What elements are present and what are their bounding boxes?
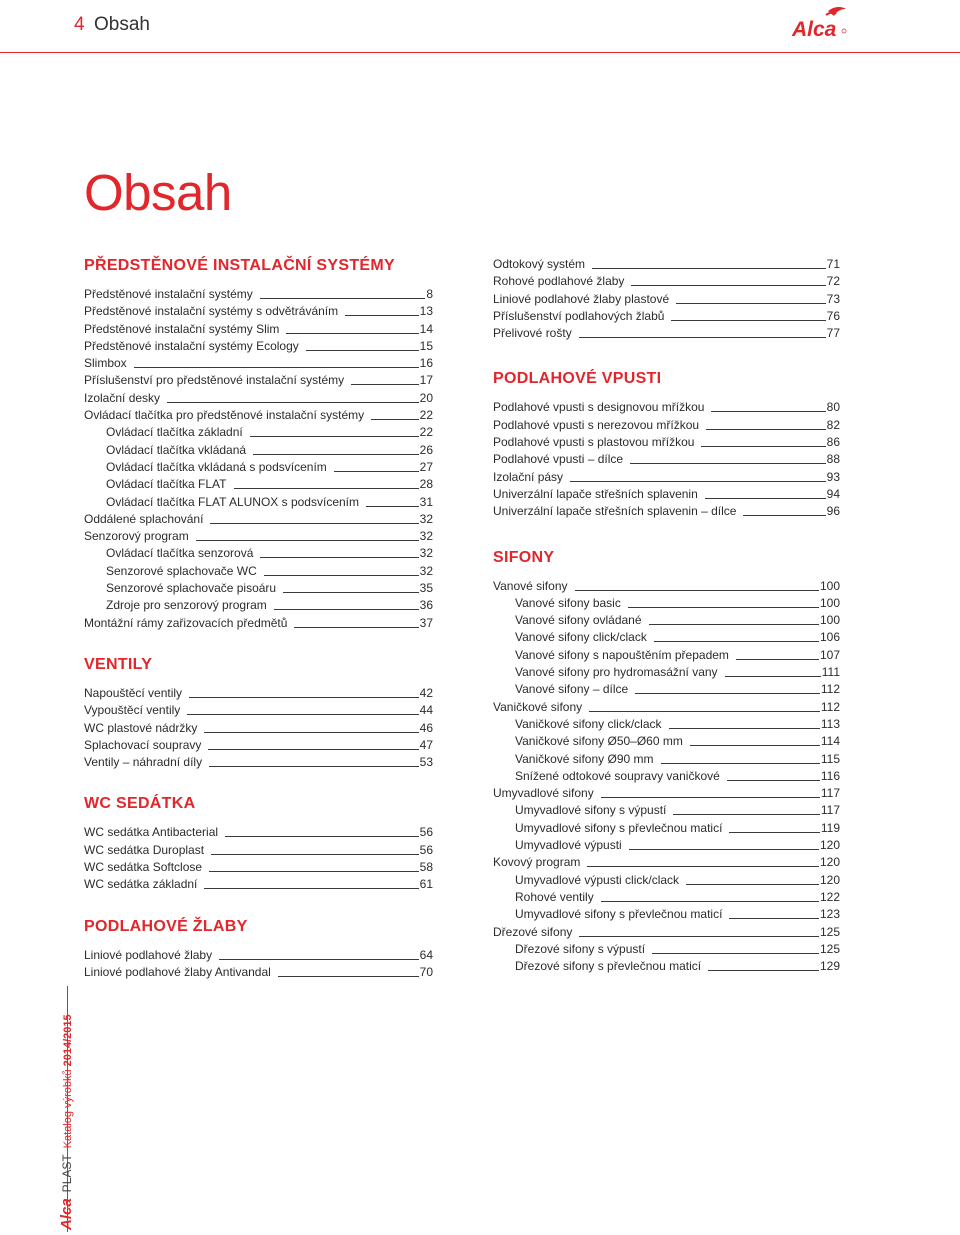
- toc-leader-line: [253, 454, 419, 455]
- toc-entry-title: Vanové sifony – dílce: [515, 682, 629, 697]
- toc-page-number: 35: [419, 581, 433, 596]
- toc-entry-title: Dřezové sifony: [493, 924, 573, 939]
- toc-entry-title: WC sedátka Duroplast: [84, 842, 205, 857]
- section-heading: PŘEDSTĚNOVÉ INSTALAČNÍ SYSTÉMY: [84, 257, 395, 274]
- toc-leader-line: [729, 918, 819, 919]
- toc-page-number: 120: [819, 872, 840, 887]
- toc-page-number: 53: [419, 755, 433, 770]
- toc-entry-title: Senzorové splachovače pisoáru: [106, 581, 277, 596]
- section-heading: PODLAHOVÉ VPUSTI: [493, 370, 662, 388]
- toc-entry[interactable]: [84, 390, 433, 407]
- toc-entry[interactable]: [84, 876, 433, 893]
- toc-entry-title: WC sedátka Antibacterial: [84, 825, 219, 840]
- toc-page-number: 20: [419, 390, 433, 405]
- toc-leader-line: [570, 481, 826, 482]
- section-gap: [493, 342, 840, 366]
- toc-leader-line: [706, 429, 826, 430]
- toc-leader-line: [283, 592, 419, 593]
- toc-entry[interactable]: [493, 503, 840, 520]
- toc-leader-line: [209, 766, 419, 767]
- toc-leader-line: [366, 506, 419, 507]
- toc-page-number: 123: [819, 907, 840, 922]
- toc-entry-title: Univerzální lapače střešních splavenin – dílce: [493, 504, 737, 519]
- toc-leader-line: [208, 749, 418, 750]
- toc-page-number: 32: [419, 563, 433, 578]
- toc-entry-title: Odtokový systém: [493, 257, 586, 271]
- toc-entry-title: Univerzální lapače střešních splavenin: [493, 486, 698, 501]
- toc-entry-title: Umyvadlové sifony s převlečnou maticí: [515, 820, 723, 835]
- toc-entry[interactable]: [84, 685, 433, 702]
- toc-page-number: 119: [820, 820, 840, 835]
- toc-entry[interactable]: [493, 785, 840, 802]
- toc-entry[interactable]: [493, 802, 840, 819]
- toc-leader-line: [278, 976, 419, 977]
- toc-leader-line: [351, 384, 419, 385]
- page-header: [0, 0, 960, 53]
- toc-page-number: 32: [419, 546, 433, 561]
- toc-leader-line: [294, 627, 418, 628]
- toc-entry[interactable]: [84, 494, 433, 511]
- toc-entry-title: Vaničkové sifony Ø90 mm: [515, 751, 654, 766]
- toc-page-number: 77: [826, 326, 840, 341]
- toc-leader-line: [671, 320, 825, 321]
- toc-leader-line: [729, 832, 819, 833]
- toc-leader-line: [260, 298, 426, 299]
- toc-page-number: 113: [820, 716, 840, 731]
- toc-entry-title: Přelivové rošty: [493, 326, 572, 341]
- toc-leader-line: [690, 745, 820, 746]
- toc-leader-line: [628, 607, 819, 608]
- toc-entry-title: Vaničkové sifony: [493, 699, 583, 714]
- toc-leader-line: [630, 463, 826, 464]
- toc-entry-title: Montážní rámy zařizovacích předmětů: [84, 615, 288, 630]
- toc-page-number: 42: [419, 685, 433, 700]
- toc-leader-line: [649, 624, 819, 625]
- toc-entry[interactable]: [84, 720, 433, 737]
- toc-page-number: 22: [419, 425, 433, 440]
- toc-entry-title: Splachovací soupravy: [84, 737, 202, 752]
- toc-entry-title: WC sedátka Softclose: [84, 860, 203, 875]
- toc-leader-line: [631, 285, 825, 286]
- toc-page-number: 73: [826, 291, 840, 306]
- toc-page-number: 93: [826, 469, 840, 484]
- toc-page-number: 100: [819, 595, 840, 610]
- toc-entry[interactable]: [493, 958, 840, 975]
- toc-entry-title: Senzorové splachovače WC: [106, 563, 257, 578]
- toc-page-number: 86: [826, 435, 840, 450]
- toc-entry[interactable]: [84, 424, 433, 441]
- toc-entry-title: Ventily – náhradní díly: [84, 755, 203, 770]
- toc-entry[interactable]: [84, 476, 433, 493]
- toc-page-number: 111: [821, 665, 840, 680]
- toc-page-number: 37: [419, 615, 433, 630]
- toc-leader-line: [209, 871, 419, 872]
- toc-page-number: 44: [419, 703, 433, 718]
- toc-entry[interactable]: [493, 820, 840, 837]
- page-number: 4: [74, 14, 85, 35]
- toc-page-number: 112: [820, 699, 840, 714]
- toc-entry-title: Vanové sifony click/clack: [515, 630, 647, 645]
- toc-leader-line: [654, 641, 819, 642]
- toc-entry-title: Ovládací tlačítka vkládaná s podsvícením: [106, 459, 327, 474]
- toc-entry[interactable]: [493, 417, 840, 434]
- toc-entry[interactable]: [493, 854, 840, 871]
- toc-leader-line: [219, 959, 419, 960]
- toc-leader-line: [635, 693, 820, 694]
- toc-leader-line: [167, 402, 419, 403]
- toc-leader-line: [711, 411, 825, 412]
- toc-page-number: 22: [419, 408, 433, 423]
- toc-entry[interactable]: [84, 459, 433, 476]
- toc-page-number: 129: [819, 959, 840, 974]
- toc-leader-line: [575, 590, 819, 591]
- side-catalog-label: [62, 1014, 74, 1148]
- toc-page-number: 56: [419, 842, 433, 857]
- toc-entry-title: Podlahové vpusti s designovou mřížkou: [493, 400, 705, 415]
- toc-leader-line: [250, 436, 419, 437]
- toc-entry[interactable]: [84, 321, 433, 338]
- toc-leader-line: [225, 836, 419, 837]
- toc-entry-title: Oddálené splachování: [84, 511, 204, 526]
- toc-list: [493, 578, 840, 976]
- toc-entry-title: Ovládací tlačítka pro předstěnové instalační systémy: [84, 408, 365, 423]
- toc-entry-title: Ovládací tlačítka senzorová: [106, 546, 254, 561]
- catalog-text: Katalog výrobků: [62, 1069, 74, 1149]
- toc-leader-line: [187, 714, 418, 715]
- toc-list: [84, 824, 433, 893]
- toc-entry-title: Zdroje pro senzorový program: [106, 598, 267, 613]
- section-heading: SIFONY: [493, 548, 555, 566]
- toc-entry-title: Umyvadlové sifony: [493, 786, 594, 801]
- toc-leader-line: [589, 711, 820, 712]
- toc-leader-line: [708, 970, 819, 971]
- toc-entry[interactable]: [84, 947, 433, 964]
- toc-entry-title: Liniové podlahové žlaby plastové: [493, 291, 670, 306]
- toc-page-number: 94: [826, 486, 840, 501]
- toc-entry[interactable]: [84, 754, 433, 771]
- toc-entry-title: Vaničkové sifony click/clack: [515, 716, 662, 731]
- toc-leader-line: [579, 337, 826, 338]
- toc-leader-line: [306, 350, 419, 351]
- toc-entry[interactable]: [493, 595, 840, 612]
- toc-entry-title: Vanové sifony pro hydromasážní vany: [515, 665, 718, 680]
- toc-entry[interactable]: [84, 442, 433, 459]
- toc-entry[interactable]: [493, 399, 840, 416]
- toc-leader-line: [629, 849, 819, 850]
- toc-leader-line: [345, 315, 419, 316]
- section-heading: VENTILY: [84, 655, 153, 673]
- toc-leader-line: [587, 866, 819, 867]
- toc-entry[interactable]: [493, 291, 840, 308]
- toc-entry-title: Příslušenství podlahových žlabů: [493, 308, 665, 323]
- toc-list: [493, 399, 840, 520]
- toc-leader-line: [743, 515, 825, 516]
- toc-page-number: 16: [419, 356, 433, 371]
- toc-entry[interactable]: [493, 733, 840, 750]
- toc-entry[interactable]: [493, 941, 840, 958]
- toc-leader-line: [211, 854, 419, 855]
- section-heading: WC SEDÁTKA: [84, 795, 196, 813]
- header-title: Obsah: [94, 14, 150, 35]
- toc-entry[interactable]: [84, 702, 433, 719]
- toc-entry[interactable]: [493, 434, 840, 451]
- toc-leader-line: [274, 609, 419, 610]
- toc-entry[interactable]: [493, 629, 840, 646]
- toc-left-column: [84, 253, 433, 981]
- toc-page-number: 46: [419, 720, 433, 735]
- alca-logo: [790, 5, 848, 41]
- toc-page-number: 15: [419, 338, 433, 353]
- toc-page-number: 80: [826, 400, 840, 415]
- toc-page-number: 100: [819, 578, 840, 593]
- toc-entry-title: Podlahové vpusti – dílce: [493, 452, 624, 467]
- toc-entry-title: Podlahové vpusti s nerezovou mřížkou: [493, 417, 700, 432]
- toc-page-number: 120: [819, 838, 840, 853]
- toc-page-number: 61: [419, 877, 433, 892]
- toc-leader-line: [736, 659, 819, 660]
- toc-page-number: 125: [819, 941, 840, 956]
- toc-page-number: 96: [826, 504, 840, 519]
- toc-page-number: 8: [426, 287, 433, 301]
- toc-page-number: 114: [820, 734, 840, 749]
- section-gap: [84, 632, 433, 652]
- toc-page-number: 13: [419, 304, 433, 319]
- toc-page-number: 112: [820, 682, 840, 697]
- catalog-side-band: [58, 1014, 75, 1230]
- toc-entry[interactable]: [84, 737, 433, 754]
- toc-entry[interactable]: [493, 325, 840, 342]
- toc-page-number: 56: [419, 825, 433, 840]
- toc-leader-line: [371, 419, 419, 420]
- toc-entry-title: Liniové podlahové žlaby: [84, 947, 213, 962]
- toc-leader-line: [204, 888, 418, 889]
- toc-entry-title: Ovládací tlačítka FLAT: [106, 477, 227, 492]
- toc-page-number: 31: [419, 494, 433, 509]
- toc-entry-title: Předstěnové instalační systémy: [84, 287, 253, 301]
- toc-entry[interactable]: [84, 842, 433, 859]
- toc-leader-line: [661, 763, 820, 764]
- page-title: Obsah: [84, 164, 232, 221]
- toc-leader-line: [286, 333, 418, 334]
- toc-entry-title: Umyvadlové výpusti click/clack: [515, 872, 680, 887]
- toc-leader-line: [727, 780, 820, 781]
- toc-entry[interactable]: [84, 338, 433, 355]
- toc-leader-line: [189, 697, 419, 698]
- toc-entry-title: WC sedátka základní: [84, 877, 198, 892]
- toc-entry-title: Předstěnové instalační systémy Ecology: [84, 338, 299, 353]
- toc-entry[interactable]: [493, 308, 840, 325]
- toc-entry[interactable]: [493, 664, 840, 681]
- toc-entry[interactable]: [493, 647, 840, 664]
- toc-entry-title: Napouštěcí ventily: [84, 685, 183, 700]
- toc-page-number: 28: [419, 477, 433, 492]
- toc-entry-title: Izolační desky: [84, 390, 161, 405]
- toc-leader-line: [334, 471, 419, 472]
- toc-list: [493, 256, 840, 342]
- toc-leader-line: [601, 797, 820, 798]
- toc-entry[interactable]: [493, 273, 840, 290]
- toc-page-number: 32: [419, 529, 433, 544]
- toc-entry-title: Vypouštěcí ventily: [84, 703, 181, 718]
- toc-leader-line: [579, 936, 819, 937]
- toc-page-number: 36: [419, 598, 433, 613]
- toc-page-number: 115: [820, 751, 840, 766]
- toc-page-number: 122: [819, 889, 840, 904]
- toc-entry-title: Dřezové sifony s výpustí: [515, 941, 646, 956]
- toc-entry[interactable]: [493, 699, 840, 716]
- toc-entry-title: Vanové sifony: [493, 578, 568, 593]
- toc-page-number: 72: [826, 274, 840, 289]
- toc-entry-title: Ovládací tlačítka základní: [106, 425, 243, 440]
- toc-page-number: 88: [826, 452, 840, 467]
- toc-entry-title: Dřezové sifony s převlečnou maticí: [515, 959, 702, 974]
- side-brand: Alca: [58, 1198, 75, 1230]
- toc-entry-title: Ovládací tlačítka vkládaná: [106, 442, 247, 457]
- toc-page-number: 32: [419, 511, 433, 526]
- toc-entry[interactable]: [493, 578, 840, 595]
- toc-entry-title: Senzorový program: [84, 529, 189, 544]
- toc-page-number: 71: [826, 257, 840, 271]
- toc-leader-line: [686, 884, 819, 885]
- toc-entry-title: Izolační pásy: [493, 469, 564, 484]
- toc-entry[interactable]: [84, 859, 433, 876]
- toc-leader-line: [601, 901, 819, 902]
- section-gap: [493, 521, 840, 545]
- toc-page-number: 117: [820, 803, 840, 818]
- toc-entry[interactable]: [493, 681, 840, 698]
- toc-entry-title: WC plastové nádržky: [84, 720, 198, 735]
- toc-page-number: 100: [819, 613, 840, 628]
- toc-entry-title: Vanové sifony ovládané: [515, 613, 642, 628]
- toc-entry[interactable]: [84, 824, 433, 841]
- side-brand-suffix: PLAST: [60, 1154, 74, 1193]
- toc-entry[interactable]: [493, 924, 840, 941]
- toc-entry-title: Podlahové vpusti s plastovou mřížkou: [493, 435, 695, 450]
- toc-entry[interactable]: [493, 872, 840, 889]
- toc-entry[interactable]: [84, 286, 433, 303]
- toc-entry-title: Liniové podlahové žlaby Antivandal: [84, 964, 271, 979]
- toc-entry[interactable]: [493, 486, 840, 503]
- toc-entry[interactable]: [84, 303, 433, 320]
- toc-entry[interactable]: [493, 716, 840, 733]
- toc-page-number: 17: [419, 373, 433, 388]
- toc-page-number: 116: [820, 768, 840, 783]
- toc-entry-title: Příslušenství pro předstěnové instalační systémy: [84, 373, 345, 388]
- toc-entry[interactable]: [84, 615, 433, 632]
- toc-entry[interactable]: [493, 751, 840, 768]
- section-gap: [84, 771, 433, 791]
- toc-entry[interactable]: [493, 889, 840, 906]
- toc-page-number: 76: [826, 308, 840, 323]
- toc-entry[interactable]: [84, 355, 433, 372]
- toc-entry-title: Umyvadlové sifony s výpustí: [515, 803, 667, 818]
- toc-leader-line: [669, 728, 820, 729]
- toc-entry-title: Předstěnové instalační systémy s odvětráváním: [84, 304, 339, 319]
- toc-page-number: 106: [819, 630, 840, 645]
- toc-entry-title: Předstěnové instalační systémy Slim: [84, 321, 280, 336]
- toc-leader-line: [210, 523, 418, 524]
- toc-leader-line: [204, 732, 418, 733]
- toc-entry[interactable]: [84, 580, 433, 597]
- toc-entry-title: Vaničkové sifony Ø50–Ø60 mm: [515, 734, 683, 749]
- toc-entry-title: Ovládací tlačítka FLAT ALUNOX s podsvícením: [106, 494, 359, 509]
- toc-page-number: 120: [819, 855, 840, 870]
- toc-leader-line: [234, 488, 419, 489]
- toc-page-number: 107: [819, 647, 840, 662]
- toc-leader-line: [260, 557, 418, 558]
- toc-leader-line: [264, 575, 419, 576]
- toc-entry-title: Rohové podlahové žlaby: [493, 274, 625, 289]
- toc-page-number: 14: [419, 321, 433, 336]
- toc-entry[interactable]: [493, 612, 840, 629]
- toc-entry-title: Vanové sifony s napouštěním přepadem: [515, 647, 729, 662]
- toc-entry[interactable]: [84, 511, 433, 528]
- toc-leader-line: [701, 446, 825, 447]
- toc-list: [84, 947, 433, 982]
- toc-page-number: 26: [419, 442, 433, 457]
- toc-entry[interactable]: [493, 451, 840, 468]
- toc-entry-title: Slimbox: [84, 356, 127, 371]
- toc-entry[interactable]: [84, 563, 433, 580]
- toc-entry-title: Umyvadlové sifony s převlečnou maticí: [515, 907, 723, 922]
- toc-leader-line: [652, 953, 819, 954]
- toc-page-number: 27: [419, 459, 433, 474]
- toc-entry[interactable]: [493, 256, 840, 273]
- toc-page-number: 70: [419, 964, 433, 979]
- toc-leader-line: [676, 303, 826, 304]
- toc-leader-line: [134, 367, 419, 368]
- toc-entry[interactable]: [84, 545, 433, 562]
- toc-entry[interactable]: [84, 597, 433, 614]
- toc-entry-title: Umyvadlové výpusti: [515, 838, 622, 853]
- toc-entry[interactable]: [493, 906, 840, 923]
- toc-entry-title: Rohové ventily: [515, 889, 594, 904]
- toc-page-number: 82: [826, 417, 840, 432]
- toc-leader-line: [592, 268, 826, 269]
- toc-leader-line: [725, 676, 821, 677]
- toc-entry-title: Snížené odtokové soupravy vaničkové: [515, 768, 720, 783]
- section-gap: [84, 894, 433, 914]
- toc-entry[interactable]: [493, 768, 840, 785]
- toc-entry[interactable]: [84, 407, 433, 424]
- toc-entry[interactable]: [493, 837, 840, 854]
- toc-right-column: [493, 256, 840, 975]
- toc-leader-line: [705, 498, 826, 499]
- toc-page-number: 125: [819, 924, 840, 939]
- toc-list: [84, 685, 433, 771]
- logo-text: Alca: [792, 18, 837, 41]
- toc-leader-line: [196, 540, 419, 541]
- toc-page-number: 58: [419, 860, 433, 875]
- toc-entry[interactable]: [84, 372, 433, 389]
- toc-page-number: 64: [419, 947, 433, 962]
- toc-page-number: 47: [419, 737, 433, 752]
- toc-leader-line: [673, 814, 819, 815]
- toc-page-number: 117: [820, 786, 840, 801]
- catalog-year: 2014/2015: [62, 1014, 74, 1067]
- toc-list: [84, 286, 433, 632]
- toc-entry[interactable]: [84, 964, 433, 981]
- toc-entry[interactable]: [493, 469, 840, 486]
- section-heading: PODLAHOVÉ ŽLABY: [84, 917, 248, 935]
- toc-entry[interactable]: [84, 528, 433, 545]
- toc-entry-title: Kovový program: [493, 855, 581, 870]
- toc-entry-title: Vanové sifony basic: [515, 595, 621, 610]
